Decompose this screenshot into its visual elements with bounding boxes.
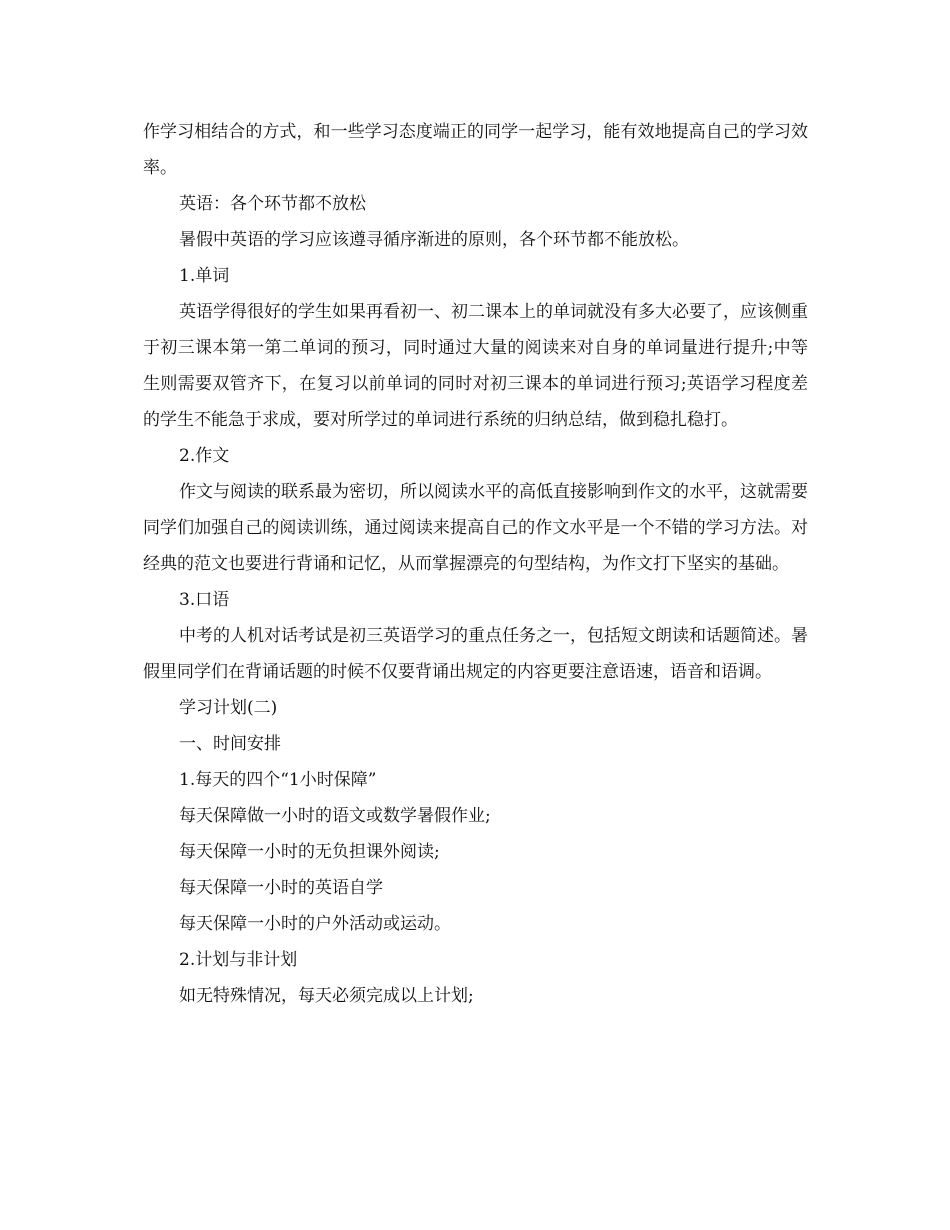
paragraph-english-intro: 暑假中英语的学习应该遵寻循序渐进的原则，各个环节都不能放松。 [179, 230, 689, 250]
subheading-composition: 2.作文 [179, 446, 230, 466]
subheading-four-hours: 1.每天的四个“1小时保障” [179, 770, 377, 790]
list-item-english: 每天保障一小时的英语自学 [179, 878, 383, 898]
paragraph-plan-rule: 如无特殊情况，每天必须完成以上计划; [179, 986, 474, 1006]
subheading-plan-nonplan: 2.计划与非计划 [179, 950, 298, 970]
subheading-vocabulary: 1.单词 [179, 266, 230, 286]
heading-english: 英语：各个环节都不放松 [179, 194, 366, 214]
paragraph-speaking: 中考的人机对话考试是初三英语学习的重点任务之一，包括短文朗读和话题简述。暑假里同学们在背诵话题的时候不仅要背诵出规定的内容更要注意语速，语音和语调。 [143, 626, 808, 682]
list-item-outdoor: 每天保障一小时的户外活动或运动。 [179, 914, 451, 934]
list-item-reading: 每天保障一小时的无负担课外阅读; [179, 842, 440, 862]
list-item-homework: 每天保障做一小时的语文或数学暑假作业; [179, 806, 491, 826]
heading-time-schedule: 一、时间安排 [179, 734, 281, 754]
heading-study-plan-2: 学习计划(二) [179, 698, 278, 718]
document-body [143, 114, 808, 1014]
paragraph-continuation: 作学习相结合的方式，和一些学习态度端正的同学一起学习，能有效地提高自己的学习效率。 [143, 122, 808, 178]
paragraph-vocabulary: 英语学得很好的学生如果再看初一、初二课本上的单词就没有多大必要了，应该侧重于初三课本第一第二单词的预习，同时通过大量的阅读来对自身的单词量进行提升;中等生则需要双管齐下，在复习以前单词的同时对初三课本的单词进行预习;英语学习程度差的学生不能急于求成，要对所学过的单词进行系统的归纳总结，做到稳扎稳打。 [143, 302, 808, 430]
paragraph-composition: 作文与阅读的联系最为密切，所以阅读水平的高低直接影响到作文的水平，这就需要同学们加强自己的阅读训练，通过阅读来提高自己的作文水平是一个不错的学习方法。对经典的范文也要进行背诵和记忆，从而掌握漂亮的句型结构，为作文打下坚实的基础。 [143, 482, 808, 574]
subheading-speaking: 3.口语 [179, 590, 230, 610]
